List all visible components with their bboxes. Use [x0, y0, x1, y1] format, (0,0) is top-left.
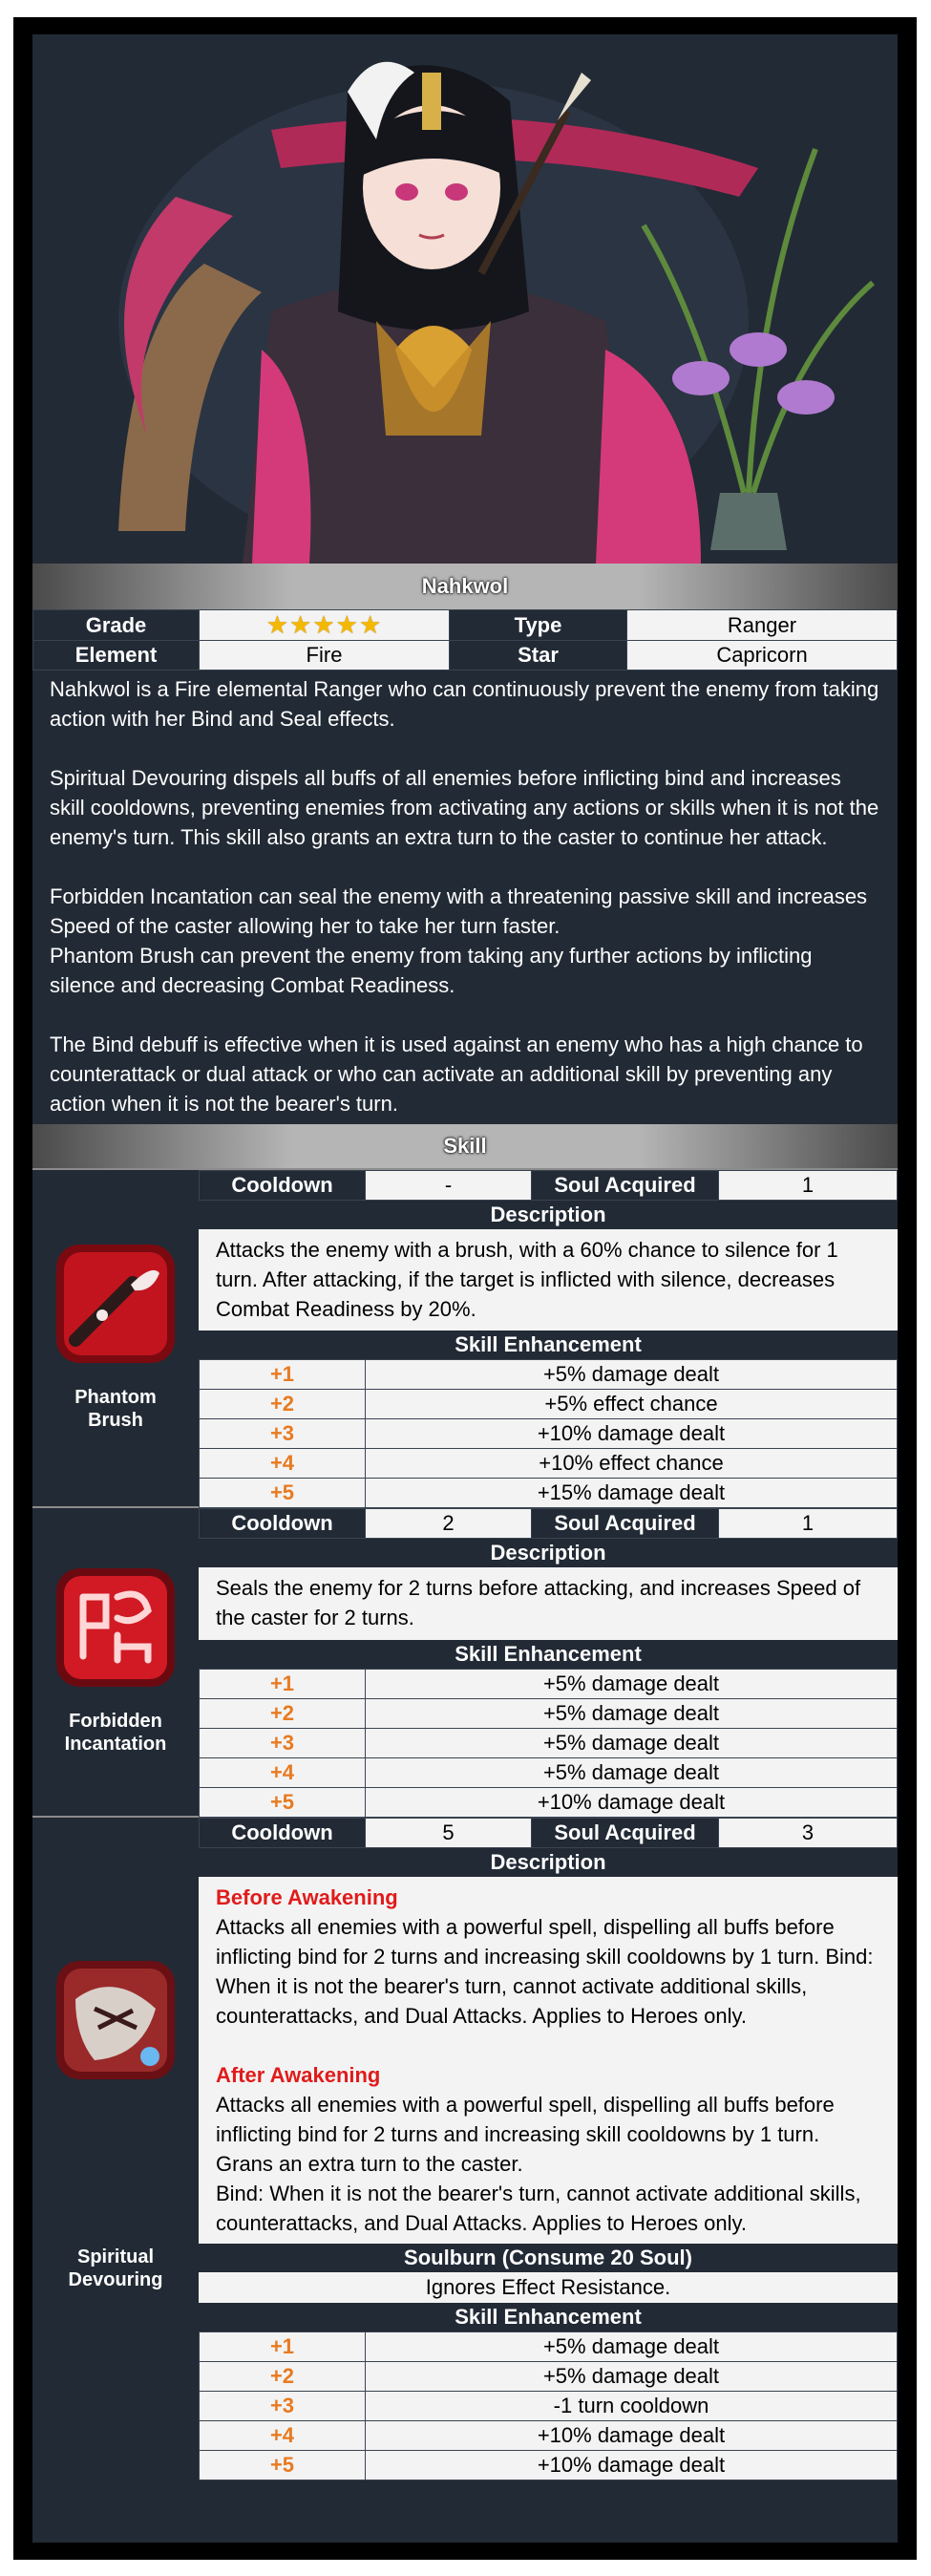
after-awakening-label: After Awakening [216, 2063, 381, 2087]
description-paragraph: Nahkwol is a Fire elemental Ranger who can continuously prevent the enemy from taking action with her Bind and Seal effects. [50, 677, 879, 731]
star-value: Capricorn [627, 641, 898, 671]
enhancement-header: Skill Enhancement [199, 1640, 898, 1669]
hero-info-table [32, 609, 898, 671]
enhancement-effect: +10% damage dealt [366, 1788, 898, 1818]
enhancement-effect: +5% damage dealt [366, 1729, 898, 1758]
enhancement-row [200, 1449, 898, 1479]
before-awakening-text: Attacks all enemies with a powerful spell, dispelling all buffs before inflicting bind for 2 turns and increasing skill cooldowns by 1 turn. Bind: When it is not the bearer's turn, cannot activate additional skills, counterattacks, and Dual Attacks. Applies to Heroes only. [216, 1915, 874, 2028]
enhancement-header: Skill Enhancement [199, 1331, 898, 1359]
enhancement-effect: +5% effect chance [366, 1390, 898, 1419]
before-awakening-label: Before Awakening [216, 1885, 398, 1909]
enhancement-effect: +5% damage dealt [366, 1699, 898, 1729]
skill-stats-table [199, 1170, 898, 1201]
enhancement-level: +5 [200, 1479, 366, 1508]
skill-name: Phantom Brush [74, 1387, 157, 1431]
cooldown-label: Cooldown [200, 1819, 366, 1848]
soulburn-header: Soulburn (Consume 20 Soul) [199, 2244, 898, 2272]
enhancement-level: +1 [200, 1670, 366, 1699]
soul-value: 1 [719, 1171, 898, 1201]
hero-portrait-art [32, 34, 898, 564]
enhancement-effect: +5% damage dealt [366, 1758, 898, 1788]
cooldown-label: Cooldown [200, 1509, 366, 1539]
enhancement-level: +2 [200, 2362, 366, 2392]
enhancement-effect: +5% damage dealt [366, 1670, 898, 1699]
element-label: Element [33, 641, 200, 671]
skill-name: Spiritual Devouring [68, 2246, 163, 2290]
hero-card [32, 34, 898, 2543]
star-label: Star [450, 641, 627, 671]
cooldown-value: 2 [366, 1509, 532, 1539]
soul-label: Soul Acquired [532, 1171, 719, 1201]
enhancement-row [200, 1699, 898, 1729]
skill-forbidden-incantation [32, 1506, 898, 1816]
enhancement-row [200, 2332, 898, 2362]
enhancement-level: +1 [200, 2332, 366, 2362]
star-icons: ★★★★★ [265, 610, 383, 639]
enhancement-row [200, 1670, 898, 1699]
grade-label: Grade [33, 610, 200, 641]
enhancement-row [200, 1788, 898, 1818]
soul-value: 3 [719, 1819, 898, 1848]
enhancement-level: +3 [200, 1419, 366, 1449]
enhancement-table [199, 1669, 898, 1818]
skill-spiritual-devouring [32, 1816, 898, 2480]
enhancement-level: +3 [200, 2392, 366, 2421]
enhancement-effect: +10% damage dealt [366, 2451, 898, 2480]
after-awakening-bind-text: Bind: When it is not the bearer's turn, cannot activate additional skills, counterattacks, and Dual Attacks. Applies to Heroes only. [216, 2182, 861, 2235]
enhancement-row [200, 2421, 898, 2451]
skill-details [199, 1170, 898, 1506]
enhancement-header: Skill Enhancement [199, 2303, 898, 2331]
enhancement-level: +4 [200, 1449, 366, 1479]
enhancement-level: +3 [200, 1729, 366, 1758]
skill-header: Skill [32, 1124, 898, 1168]
skill-icon-column [32, 1818, 199, 2480]
enhancement-effect: +5% damage dealt [366, 2332, 898, 2362]
page-frame [13, 17, 917, 2560]
enhancement-level: +1 [200, 1360, 366, 1390]
enhancement-row [200, 2451, 898, 2480]
type-value: Ranger [627, 610, 898, 641]
skill-description-text: Seals the enemy for 2 turns before attacking, and increases Speed of the caster for 2 turns. [216, 1576, 861, 1629]
skill-name: Forbidden Incantation [64, 1711, 167, 1755]
enhancement-level: +2 [200, 1390, 366, 1419]
enhancement-row [200, 1758, 898, 1788]
enhancement-row [200, 1390, 898, 1419]
skill-description [199, 1877, 898, 2244]
skill-icon-column [32, 1170, 199, 1506]
incantation-skill-icon [56, 1568, 175, 1687]
enhancement-row [200, 1479, 898, 1508]
enhancement-level: +5 [200, 1788, 366, 1818]
skill-description [199, 1567, 898, 1640]
soul-value: 1 [719, 1509, 898, 1539]
enhancement-table [199, 1359, 898, 1508]
soul-label: Soul Acquired [532, 1509, 719, 1539]
description-header: Description [199, 1848, 898, 1877]
soulburn-text: Ignores Effect Resistance. [199, 2272, 898, 2303]
element-value: Fire [200, 641, 450, 671]
brush-skill-icon [56, 1245, 175, 1363]
skill-stats-table [199, 1818, 898, 1848]
hero-name: Nahkwol [32, 564, 898, 609]
cooldown-label: Cooldown [200, 1171, 366, 1201]
skill-phantom-brush [32, 1168, 898, 1506]
skill-details [199, 1508, 898, 1816]
hero-portrait [32, 34, 898, 564]
enhancement-effect: +10% damage dealt [366, 2421, 898, 2451]
cooldown-value: - [366, 1171, 532, 1201]
skill-icon-column [32, 1508, 199, 1816]
enhancement-level: +4 [200, 1758, 366, 1788]
description-header: Description [199, 1539, 898, 1567]
skill-description-text: Attacks the enemy with a brush, with a 60% chance to silence for 1 turn. After attacking, if the target is inflicted with silence, decreases Combat Readiness by 20%. [216, 1238, 838, 1321]
enhancement-effect: +15% damage dealt [366, 1479, 898, 1508]
enhancement-effect: +10% damage dealt [366, 1419, 898, 1449]
enhancement-row [200, 1360, 898, 1390]
enhancement-level: +4 [200, 2421, 366, 2451]
enhancement-row [200, 1729, 898, 1758]
description-paragraph: Forbidden Incantation can seal the enemy with a threatening passive skill and increases Speed of the caster allowing her to take her turn faster. [50, 884, 868, 938]
skill-description [199, 1229, 898, 1331]
enhancement-table [199, 2331, 898, 2480]
enhancement-effect: -1 turn cooldown [366, 2392, 898, 2421]
description-paragraph: Spiritual Devouring dispels all buffs of all enemies before inflicting bind and increases skill cooldowns, preventing enemies from activating any actions or skills when it is not the enemy's turn. This skill also grants an extra turn to the caster to continue her attack. [50, 766, 879, 849]
devouring-skill-icon [56, 1961, 175, 2079]
cooldown-value: 5 [366, 1819, 532, 1848]
skill-details [199, 1818, 898, 2480]
enhancement-row [200, 1419, 898, 1449]
skill-stats-table [199, 1508, 898, 1539]
enhancement-effect: +5% damage dealt [366, 1360, 898, 1390]
description-paragraph: The Bind debuff is effective when it is used against an enemy who has a high chance to counterattack or dual attack or who can activate an additional skill by preventing any action when it is not the bearer's turn. [50, 1033, 863, 1116]
grade-stars [200, 610, 450, 641]
description-header: Description [199, 1201, 898, 1229]
enhancement-level: +2 [200, 1699, 366, 1729]
description-paragraph: Phantom Brush can prevent the enemy from taking any further actions by inflicting silence and decreasing Combat Readiness. [50, 944, 813, 997]
enhancement-row [200, 2362, 898, 2392]
enhancement-row [200, 2392, 898, 2421]
enhancement-effect: +5% damage dealt [366, 2362, 898, 2392]
enhancement-effect: +10% effect chance [366, 1449, 898, 1479]
soul-label: Soul Acquired [532, 1819, 719, 1848]
after-awakening-text: Attacks all enemies with a powerful spell, dispelling all buffs before inflicting bind for 2 turns and increasing skill cooldowns by 1 turn. Grans an extra turn to the caster. [216, 2093, 835, 2176]
enhancement-level: +5 [200, 2451, 366, 2480]
hero-description [32, 671, 898, 1124]
type-label: Type [450, 610, 627, 641]
